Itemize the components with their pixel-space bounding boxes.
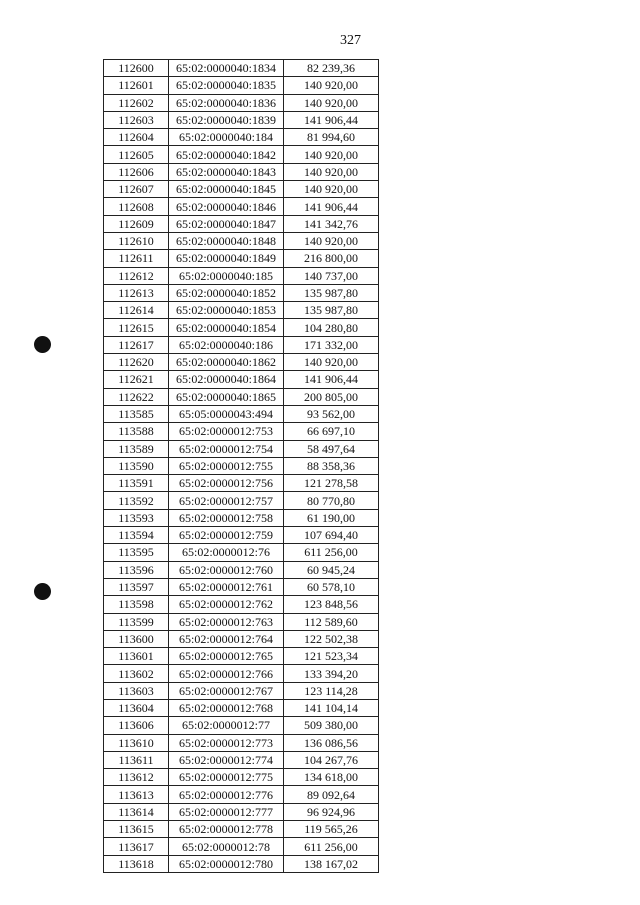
row-number-cell: 113612	[104, 769, 169, 786]
cadastral-number-cell: 65:02:0000012:774	[169, 751, 284, 768]
row-number-cell: 113613	[104, 786, 169, 803]
cadastral-number-cell: 65:02:0000012:759	[169, 527, 284, 544]
table-row	[104, 682, 379, 699]
row-number-cell: 113601	[104, 648, 169, 665]
cadastral-value-cell: 122 502,38	[284, 630, 379, 647]
cadastral-value-cell: 138 167,02	[284, 855, 379, 872]
row-number-cell: 113591	[104, 475, 169, 492]
cadastral-value-cell: 133 394,20	[284, 665, 379, 682]
cadastral-number-cell: 65:02:0000012:778	[169, 821, 284, 838]
cadastral-number-cell: 65:02:0000012:755	[169, 457, 284, 474]
table-row	[104, 181, 379, 198]
table-row	[104, 457, 379, 474]
cadastral-number-cell: 65:02:0000040:1864	[169, 371, 284, 388]
table-row	[104, 596, 379, 613]
table-row	[104, 855, 379, 872]
cadastral-value-cell: 96 924,96	[284, 803, 379, 820]
cadastral-number-cell: 65:02:0000012:766	[169, 665, 284, 682]
cadastral-value-cell: 140 920,00	[284, 181, 379, 198]
table-row	[104, 751, 379, 768]
cadastral-value-cell: 134 618,00	[284, 769, 379, 786]
cadastral-value-cell: 123 114,28	[284, 682, 379, 699]
table-body	[104, 60, 379, 873]
row-number-cell: 112604	[104, 129, 169, 146]
row-number-cell: 113617	[104, 838, 169, 855]
cadastral-number-cell: 65:02:0000012:773	[169, 734, 284, 751]
table-row	[104, 250, 379, 267]
row-number-cell: 112617	[104, 336, 169, 353]
cadastral-number-cell: 65:02:0000040:1853	[169, 302, 284, 319]
punch-hole-mark-bottom	[34, 583, 51, 600]
punch-hole-mark-top	[34, 336, 51, 353]
cadastral-number-cell: 65:02:0000012:754	[169, 440, 284, 457]
cadastral-number-cell: 65:02:0000040:1848	[169, 232, 284, 249]
table-row	[104, 198, 379, 215]
table-row	[104, 405, 379, 422]
row-number-cell: 113600	[104, 630, 169, 647]
row-number-cell: 113614	[104, 803, 169, 820]
cadastral-number-cell: 65:05:0000043:494	[169, 405, 284, 422]
cadastral-value-cell: 80 770,80	[284, 492, 379, 509]
cadastral-value-cell: 141 906,44	[284, 198, 379, 215]
table-row	[104, 769, 379, 786]
cadastral-value-cell: 140 920,00	[284, 163, 379, 180]
cadastral-value-cell: 66 697,10	[284, 423, 379, 440]
table-row	[104, 77, 379, 94]
row-number-cell: 112620	[104, 354, 169, 371]
row-number-cell: 112600	[104, 60, 169, 77]
cadastral-number-cell: 65:02:0000012:768	[169, 699, 284, 716]
table-row	[104, 129, 379, 146]
row-number-cell: 112601	[104, 77, 169, 94]
table-row	[104, 440, 379, 457]
cadastral-number-cell: 65:02:0000012:762	[169, 596, 284, 613]
cadastral-number-cell: 65:02:0000012:777	[169, 803, 284, 820]
cadastral-number-cell: 65:02:0000040:1839	[169, 111, 284, 128]
cadastral-value-cell: 171 332,00	[284, 336, 379, 353]
cadastral-number-cell: 65:02:0000012:775	[169, 769, 284, 786]
table-row	[104, 354, 379, 371]
cadastral-value-cell: 140 920,00	[284, 354, 379, 371]
cadastral-number-cell: 65:02:0000040:1846	[169, 198, 284, 215]
cadastral-value-cell: 60 578,10	[284, 578, 379, 595]
row-number-cell: 112622	[104, 388, 169, 405]
row-number-cell: 113598	[104, 596, 169, 613]
table-row	[104, 60, 379, 77]
cadastral-number-cell: 65:02:0000012:780	[169, 855, 284, 872]
cadastral-value-cell: 135 987,80	[284, 302, 379, 319]
cadastral-number-cell: 65:02:0000012:753	[169, 423, 284, 440]
cadastral-number-cell: 65:02:0000040:1836	[169, 94, 284, 111]
cadastral-value-cell: 611 256,00	[284, 544, 379, 561]
cadastral-number-cell: 65:02:0000012:767	[169, 682, 284, 699]
cadastral-value-cell: 112 589,60	[284, 613, 379, 630]
table-row	[104, 578, 379, 595]
row-number-cell: 113590	[104, 457, 169, 474]
cadastral-value-cell: 58 497,64	[284, 440, 379, 457]
cadastral-value-cell: 123 848,56	[284, 596, 379, 613]
cadastral-value-cell: 140 920,00	[284, 77, 379, 94]
table-row	[104, 284, 379, 301]
cadastral-number-cell: 65:02:0000040:1835	[169, 77, 284, 94]
table-row	[104, 111, 379, 128]
cadastral-number-cell: 65:02:0000040:1834	[169, 60, 284, 77]
cadastral-value-cell: 61 190,00	[284, 509, 379, 526]
table-row	[104, 215, 379, 232]
row-number-cell: 112613	[104, 284, 169, 301]
cadastral-number-cell: 65:02:0000012:757	[169, 492, 284, 509]
cadastral-number-cell: 65:02:0000040:1847	[169, 215, 284, 232]
cadastral-value-cell: 119 565,26	[284, 821, 379, 838]
table-row	[104, 509, 379, 526]
table-row	[104, 613, 379, 630]
cadastral-value-cell: 141 342,76	[284, 215, 379, 232]
cadastral-number-cell: 65:02:0000012:776	[169, 786, 284, 803]
cadastral-number-cell: 65:02:0000040:1849	[169, 250, 284, 267]
row-number-cell: 112602	[104, 94, 169, 111]
row-number-cell: 113604	[104, 699, 169, 716]
row-number-cell: 113610	[104, 734, 169, 751]
row-number-cell: 113618	[104, 855, 169, 872]
table-row	[104, 648, 379, 665]
row-number-cell: 113595	[104, 544, 169, 561]
table-row	[104, 803, 379, 820]
cadastral-number-cell: 65:02:0000040:1862	[169, 354, 284, 371]
cadastral-number-cell: 65:02:0000040:1845	[169, 181, 284, 198]
cadastral-number-cell: 65:02:0000012:77	[169, 717, 284, 734]
cadastral-number-cell: 65:02:0000040:1843	[169, 163, 284, 180]
cadastral-value-cell: 89 092,64	[284, 786, 379, 803]
cadastral-number-cell: 65:02:0000040:1854	[169, 319, 284, 336]
cadastral-value-cell: 611 256,00	[284, 838, 379, 855]
table-row	[104, 734, 379, 751]
row-number-cell: 112603	[104, 111, 169, 128]
cadastral-value-cell: 216 800,00	[284, 250, 379, 267]
row-number-cell: 112607	[104, 181, 169, 198]
table-row	[104, 699, 379, 716]
cadastral-number-cell: 65:02:0000012:78	[169, 838, 284, 855]
table-row	[104, 371, 379, 388]
cadastral-number-cell: 65:02:0000040:1865	[169, 388, 284, 405]
page-number: 327	[340, 33, 361, 48]
cadastral-number-cell: 65:02:0000012:76	[169, 544, 284, 561]
cadastral-number-cell: 65:02:0000012:765	[169, 648, 284, 665]
cadastral-number-cell: 65:02:0000012:756	[169, 475, 284, 492]
table-row	[104, 838, 379, 855]
row-number-cell: 113615	[104, 821, 169, 838]
table-row	[104, 630, 379, 647]
table-row	[104, 267, 379, 284]
table-row	[104, 561, 379, 578]
table-row	[104, 319, 379, 336]
cadastral-value-cell: 93 562,00	[284, 405, 379, 422]
cadastral-value-table	[103, 59, 379, 873]
cadastral-value-cell: 81 994,60	[284, 129, 379, 146]
table-row	[104, 475, 379, 492]
row-number-cell: 113602	[104, 665, 169, 682]
row-number-cell: 112610	[104, 232, 169, 249]
cadastral-value-cell: 141 906,44	[284, 371, 379, 388]
table-row	[104, 544, 379, 561]
cadastral-number-cell: 65:02:0000012:761	[169, 578, 284, 595]
cadastral-number-cell: 65:02:0000012:760	[169, 561, 284, 578]
row-number-cell: 113596	[104, 561, 169, 578]
table-row	[104, 388, 379, 405]
cadastral-value-cell: 140 737,00	[284, 267, 379, 284]
table-row	[104, 423, 379, 440]
row-number-cell: 112608	[104, 198, 169, 215]
table-row	[104, 492, 379, 509]
row-number-cell: 113594	[104, 527, 169, 544]
row-number-cell: 113588	[104, 423, 169, 440]
row-number-cell: 113589	[104, 440, 169, 457]
cadastral-value-cell: 141 906,44	[284, 111, 379, 128]
cadastral-value-cell: 121 278,58	[284, 475, 379, 492]
table-row	[104, 665, 379, 682]
row-number-cell: 113603	[104, 682, 169, 699]
row-number-cell: 112611	[104, 250, 169, 267]
table-row	[104, 94, 379, 111]
cadastral-value-cell: 136 086,56	[284, 734, 379, 751]
cadastral-number-cell: 65:02:0000012:763	[169, 613, 284, 630]
row-number-cell: 112614	[104, 302, 169, 319]
row-number-cell: 113606	[104, 717, 169, 734]
table-row	[104, 821, 379, 838]
table-row	[104, 336, 379, 353]
row-number-cell: 112615	[104, 319, 169, 336]
cadastral-value-cell: 141 104,14	[284, 699, 379, 716]
row-number-cell: 113585	[104, 405, 169, 422]
cadastral-value-cell: 140 920,00	[284, 146, 379, 163]
row-number-cell: 112606	[104, 163, 169, 180]
row-number-cell: 113592	[104, 492, 169, 509]
row-number-cell: 113593	[104, 509, 169, 526]
cadastral-number-cell: 65:02:0000040:1842	[169, 146, 284, 163]
table-row	[104, 717, 379, 734]
row-number-cell: 112612	[104, 267, 169, 284]
cadastral-number-cell: 65:02:0000040:186	[169, 336, 284, 353]
row-number-cell: 112621	[104, 371, 169, 388]
cadastral-value-cell: 509 380,00	[284, 717, 379, 734]
cadastral-value-cell: 121 523,34	[284, 648, 379, 665]
cadastral-number-cell: 65:02:0000012:758	[169, 509, 284, 526]
cadastral-value-cell: 104 267,76	[284, 751, 379, 768]
cadastral-value-cell: 140 920,00	[284, 94, 379, 111]
table-row	[104, 527, 379, 544]
cadastral-value-cell: 107 694,40	[284, 527, 379, 544]
cadastral-number-cell: 65:02:0000012:764	[169, 630, 284, 647]
cadastral-value-cell: 60 945,24	[284, 561, 379, 578]
row-number-cell: 112605	[104, 146, 169, 163]
table-row	[104, 786, 379, 803]
cadastral-value-cell: 140 920,00	[284, 232, 379, 249]
table-row	[104, 232, 379, 249]
cadastral-value-cell: 104 280,80	[284, 319, 379, 336]
cadastral-number-cell: 65:02:0000040:184	[169, 129, 284, 146]
cadastral-value-cell: 135 987,80	[284, 284, 379, 301]
row-number-cell: 113599	[104, 613, 169, 630]
cadastral-value-cell: 82 239,36	[284, 60, 379, 77]
cadastral-number-cell: 65:02:0000040:1852	[169, 284, 284, 301]
table-row	[104, 302, 379, 319]
row-number-cell: 112609	[104, 215, 169, 232]
row-number-cell: 113597	[104, 578, 169, 595]
cadastral-number-cell: 65:02:0000040:185	[169, 267, 284, 284]
table-row	[104, 146, 379, 163]
cadastral-value-cell: 200 805,00	[284, 388, 379, 405]
row-number-cell: 113611	[104, 751, 169, 768]
table-row	[104, 163, 379, 180]
cadastral-value-cell: 88 358,36	[284, 457, 379, 474]
